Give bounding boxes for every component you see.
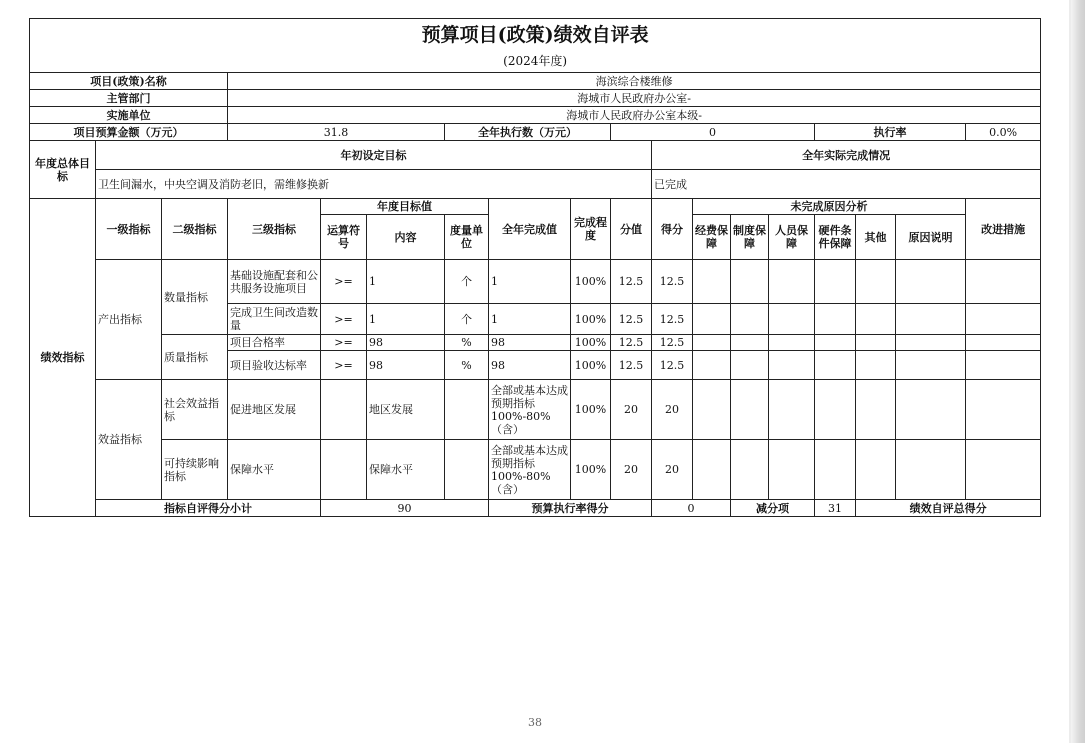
budget-value: 31.8 — [228, 124, 445, 141]
row-got: 12.5 — [652, 335, 693, 351]
row-l3: 促进地区发展 — [228, 380, 321, 440]
row-degree: 100% — [571, 335, 611, 351]
initial-goal: 卫生间漏水，中央空调及消防老旧，需维修换新 — [96, 170, 652, 199]
project-name: 海滨综合楼维修 — [228, 73, 1041, 90]
table-row — [30, 260, 1041, 304]
header-other: 其他 — [856, 215, 896, 260]
row-full: 98 — [489, 351, 571, 380]
actual-result: 已完成 — [652, 170, 1041, 199]
exec-label: 全年执行数（万元） — [445, 124, 611, 141]
row-full: 98 — [489, 335, 571, 351]
header-unit: 度量单位 — [445, 215, 489, 260]
group-output: 产出指标 — [96, 260, 162, 380]
header-reason: 原因说明 — [896, 215, 966, 260]
row-unit — [445, 380, 489, 440]
perf-label: 绩效指标 — [30, 199, 96, 517]
row-score: 12.5 — [611, 260, 652, 304]
row-unit: % — [445, 335, 489, 351]
row-got: 12.5 — [652, 260, 693, 304]
row-content: 1 — [367, 260, 445, 304]
row-got: 20 — [652, 440, 693, 500]
budget-score-value: 0 — [652, 500, 731, 517]
header-staff: 人员保障 — [769, 215, 815, 260]
row-content: 保障水平 — [367, 440, 445, 500]
header-hardware: 硬件条件保障 — [815, 215, 856, 260]
row-unit: 个 — [445, 304, 489, 335]
header-degree: 完成程度 — [571, 199, 611, 260]
subtotal-label: 指标自评得分小计 — [96, 500, 321, 517]
impl-value: 海城市人民政府办公室本级- — [228, 107, 1041, 124]
group-benefit: 效益指标 — [96, 380, 162, 500]
year-label: (2024年度) — [30, 51, 1041, 73]
header-l3: 三级指标 — [228, 199, 321, 260]
header-l2: 二级指标 — [162, 199, 228, 260]
table-row — [30, 335, 1041, 351]
row-op: >= — [321, 304, 367, 335]
header-got: 得分 — [652, 199, 693, 260]
row-l3: 项目合格率 — [228, 335, 321, 351]
group-social: 社会效益指标 — [162, 380, 228, 440]
subtotal-value: 90 — [321, 500, 489, 517]
header-l1: 一级指标 — [96, 199, 162, 260]
row-content: 1 — [367, 304, 445, 335]
row-degree: 100% — [571, 260, 611, 304]
deduct-value: 31 — [815, 500, 856, 517]
header-annual-target: 年度目标值 — [321, 199, 489, 215]
dept-label: 主管部门 — [30, 90, 228, 107]
row-degree: 100% — [571, 304, 611, 335]
row-score: 20 — [611, 380, 652, 440]
header-full-value: 全年完成值 — [489, 199, 571, 260]
rate-label: 执行率 — [815, 124, 966, 141]
row-content: 地区发展 — [367, 380, 445, 440]
project-name-label: 项目(政策)名称 — [30, 73, 228, 90]
row-unit: 个 — [445, 260, 489, 304]
row-full: 1 — [489, 260, 571, 304]
row-l3: 项目验收达标率 — [228, 351, 321, 380]
row-l3: 基础设施配套和公共服务设施项目 — [228, 260, 321, 304]
row-degree: 100% — [571, 351, 611, 380]
impl-label: 实施单位 — [30, 107, 228, 124]
self-eval-table — [29, 18, 1041, 517]
row-full: 全部或基本达成预期指标100%-80%（含） — [489, 440, 571, 500]
table-row — [30, 380, 1041, 440]
row-score: 12.5 — [611, 351, 652, 380]
group-sustain: 可持续影响指标 — [162, 440, 228, 500]
summary-row — [30, 500, 1041, 517]
row-got: 12.5 — [652, 351, 693, 380]
page-number: 38 — [528, 716, 542, 729]
row-l3: 保障水平 — [228, 440, 321, 500]
header-score: 分值 — [611, 199, 652, 260]
row-degree: 100% — [571, 380, 611, 440]
row-l3: 完成卫生间改造数量 — [228, 304, 321, 335]
row-op — [321, 380, 367, 440]
page-title: 预算项目(政策)绩效自评表 — [30, 19, 1041, 51]
row-content: 98 — [367, 335, 445, 351]
deduct-label: 减分项 — [731, 500, 815, 517]
row-degree: 100% — [571, 440, 611, 500]
header-fund: 经费保障 — [693, 215, 731, 260]
group-quantity: 数量指标 — [162, 260, 228, 335]
table-row — [30, 440, 1041, 500]
budget-score-label: 预算执行率得分 — [489, 500, 652, 517]
row-got: 20 — [652, 380, 693, 440]
row-unit: % — [445, 351, 489, 380]
row-full: 1 — [489, 304, 571, 335]
row-got: 12.5 — [652, 304, 693, 335]
header-improve: 改进措施 — [966, 199, 1041, 260]
row-op: >= — [321, 260, 367, 304]
rate-value: 0.0% — [966, 124, 1041, 141]
header-op: 运算符号 — [321, 215, 367, 260]
row-op — [321, 440, 367, 500]
row-score: 12.5 — [611, 304, 652, 335]
dept-value: 海城市人民政府办公室- — [228, 90, 1041, 107]
initial-goal-label: 年初设定目标 — [96, 141, 652, 170]
page-edge — [1071, 0, 1085, 743]
budget-label: 项目预算金额（万元） — [30, 124, 228, 141]
row-op: >= — [321, 335, 367, 351]
actual-label: 全年实际完成情况 — [652, 141, 1041, 170]
row-score: 20 — [611, 440, 652, 500]
row-full: 全部或基本达成预期指标100%-80%（含） — [489, 380, 571, 440]
exec-value: 0 — [611, 124, 815, 141]
row-op: >= — [321, 351, 367, 380]
header-unfinished: 未完成原因分析 — [693, 199, 966, 215]
total-label: 绩效自评总得分 — [856, 500, 1041, 517]
row-unit — [445, 440, 489, 500]
header-content: 内容 — [367, 215, 445, 260]
goals-label: 年度总体目标 — [30, 141, 96, 199]
header-system: 制度保障 — [731, 215, 769, 260]
row-content: 98 — [367, 351, 445, 380]
group-quality: 质量指标 — [162, 335, 228, 380]
row-score: 12.5 — [611, 335, 652, 351]
